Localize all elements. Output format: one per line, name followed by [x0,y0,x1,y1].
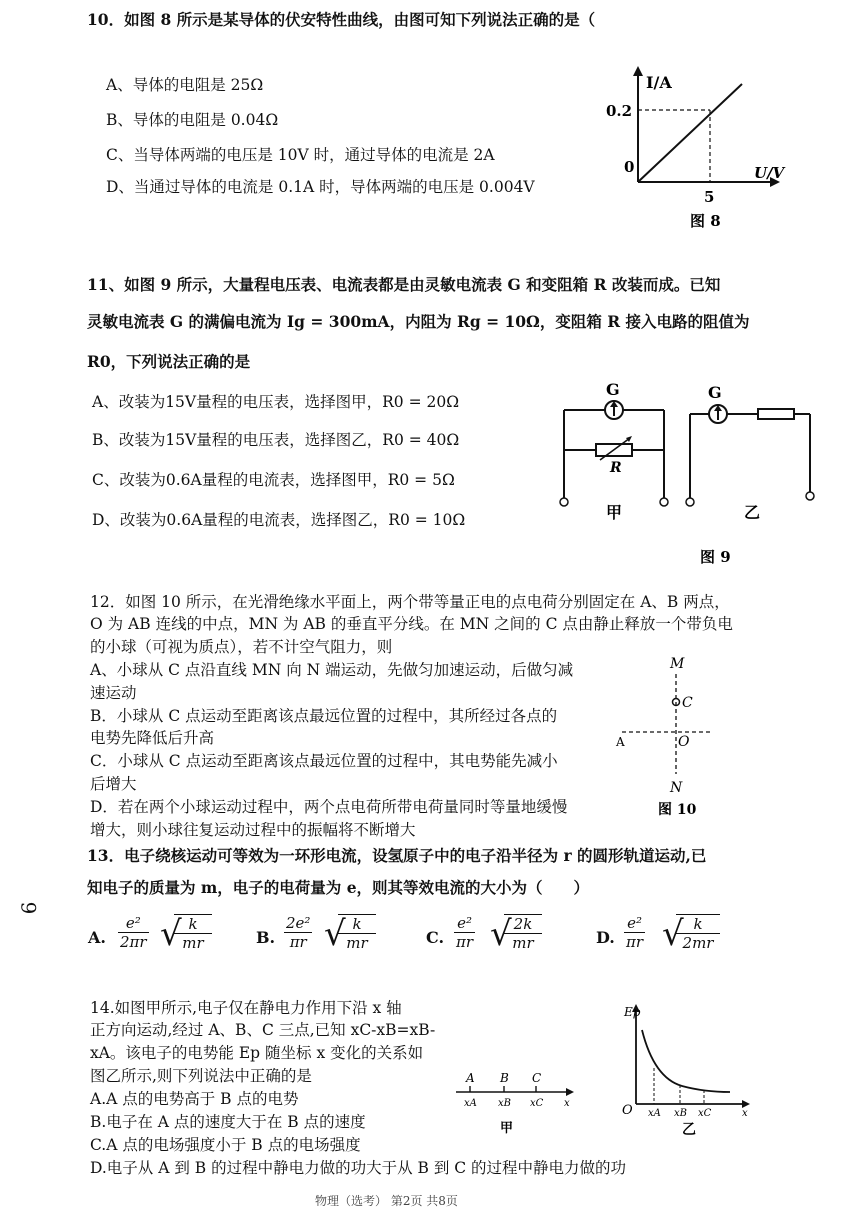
figure-14-jia [452,1066,582,1136]
q12-option-c-1: C．小球从 C 点运动至距离该点最远位置的过程中，其电势能先减小 [90,752,558,770]
q13-option-b-fraction [284,914,312,951]
q10-option-a: A、导体的电阻是 25Ω [106,76,264,94]
fig14-origin-label: O [622,1103,633,1118]
page-footer: 物理（选考） 第2页 共8页 [315,1194,458,1208]
figure-8-iv-graph [600,62,800,237]
q12-line-2: O 为 AB 连线的中点，MN 为 AB 的垂直平分线。在 MN 之间的 C 点由静止释放一个带负电 [90,615,733,633]
fig14-b-label: B [500,1071,509,1085]
q11-option-c: C、改装为0.6A量程的电流表，选择图甲，R0 = 5Ω [92,471,455,489]
figure-9-circuits [548,380,838,570]
q14-line-1: 14.如图甲所示,电子仅在静电力作用下沿 x 轴 [90,999,402,1017]
fig14-xb-label: xB [498,1098,511,1109]
margin-mark: 9 [16,901,41,915]
q13-option-b-radical: √ k mr [324,914,380,958]
q13-option-b-label: B. [256,928,276,947]
q13-c-den: πr [456,933,474,951]
fig14-yi-xb: xB [674,1108,687,1119]
q12-line-1: 12．如图 10 所示，在光滑绝缘水平面上，两个带等量正电的点电荷分别固定在 A、B 两点， [90,593,730,611]
q10-stem: 10．如图 8 所示是某导体的伏安特性曲线，由图可知下列说法正确的是（ [87,10,596,29]
q13-a-den: 2πr [120,933,147,951]
fig8-origin: 0 [624,158,635,176]
q12-option-d-1: D．若在两个小球运动过程中，两个点电荷所带电荷量同时等量地缓慢 [90,798,568,816]
q12-option-c-2: 后增大 [90,775,137,793]
fig14-c-label: C [532,1071,542,1085]
fig10-caption: 图 10 [658,802,697,818]
fig14-yi-xa: xA [648,1108,661,1119]
fig14-yi-label: 乙 [682,1122,696,1138]
q11-option-d: D、改装为0.6A量程的电流表，选择图乙，R0 = 10Ω [92,511,466,529]
fig14-yi-x: x [742,1108,748,1119]
q14-line-3: xA。该电子的电势能 Ep 随坐标 x 变化的关系如 [90,1044,424,1062]
q11-stem-line1: 11、如图 9 所示，大量程电压表、电流表都是由灵敏电流表 G 和变阻箱 R 改装而成。已知 [87,275,721,294]
q12-option-b-2: 电势先降低后升高 [90,729,215,747]
q12-option-a-1: A、小球从 C 点沿直线 MN 向 N 端运动，先做匀加速运动，后做匀减 [90,661,574,679]
q11-option-a: A、改装为15V量程的电压表，选择图甲，R0 = 20Ω [92,393,460,411]
q13-option-c-fraction [454,914,475,951]
fig14-xc-label: xC [530,1098,544,1109]
q14-option-b: B.电子在 A 点的速度大于在 B 点的速度 [90,1113,366,1131]
q14-option-d: D.电子从 A 到 B 的过程中静电力做的功大于从 B 到 C 的过程中静电力做的功 [90,1159,627,1177]
q11-stem-line3: R0，下列说法正确的是 [87,352,251,371]
fig14-ep-label: Ep [624,1005,641,1019]
q11-option-b: B、改装为15V量程的电压表，选择图乙，R0 = 40Ω [92,431,460,449]
q13-option-c-label: C. [426,928,445,947]
fig14-x-label: x [564,1098,570,1109]
q12-option-d-2: 增大，则小球往复运动过程中的振幅将不断增大 [90,821,416,839]
fig8-ytick: 0.2 [606,102,633,120]
fig8-xtick: 5 [704,188,715,206]
fig8-xlabel: U/V [754,164,785,182]
q10-option-b: B、导体的电阻是 0.04Ω [106,111,279,129]
fig10-a-label: A [616,735,625,749]
q13-d-num: e² [624,914,645,933]
q13-option-a-label: A. [88,928,106,947]
q10-option-c: C、当导体两端的电压是 10V 时，通过导体的电流是 2A [106,146,495,164]
fig8-caption: 图 8 [690,212,721,230]
q14-option-c: C.A 点的电场强度小于 B 点的电场强度 [90,1136,361,1154]
q12-option-b-1: B．小球从 C 点运动至距离该点最远位置的过程中，其所经过各点的 [90,707,558,725]
fig9-yi-label: 乙 [744,503,761,522]
q13-c-num: e² [454,914,475,933]
q13-option-a-radical: √ k mr [160,914,216,958]
q13-d-den: πr [626,933,644,951]
q10-option-d: D、当通过导体的电流是 0.1A 时，导体两端的电压是 0.004V [106,178,535,196]
q13-a-num: e² [118,914,149,933]
fig14-yi-xc: xC [698,1108,712,1119]
fig8-ylabel: I/A [646,73,672,92]
fig9-r-label: R [610,460,622,476]
figure-10 [612,652,722,820]
q14-line-4: 图乙所示,则下列说法中正确的是 [90,1067,312,1085]
fig10-n-label: N [670,780,683,796]
q13-stem-line2: 知电子的质量为 m，电子的电荷量为 e，则其等效电流的大小为（ ） [87,878,590,897]
fig14-a-label: A [466,1071,475,1085]
q13-option-d-fraction [624,914,645,951]
q13-b-den: πr [289,933,307,951]
fig9-jia-label: 甲 [606,503,623,522]
q14-option-a: A.A 点的电势高于 B 点的电势 [90,1090,299,1108]
q12-line-3: 的小球（可视为质点），若不计空气阻力，则 [90,638,393,656]
q13-option-d-label: D. [596,928,615,947]
q13-option-c-radical: √ 2k mr [490,914,546,958]
q13-stem-line1: 13．电子绕核运动可等效为一环形电流，设氢原子中的电子沿半径为 r 的圆形轨道运动,已 [87,846,707,865]
q12-option-a-2: 速运动 [90,684,137,702]
q11-stem-line2: 灵敏电流表 G 的满偏电流为 Ig = 300mA，内阻为 Rg = 10Ω，变阻箱 R 接入电路的阻值为 [87,312,750,331]
q14-line-2: 正方向运动,经过 A、B、C 三点,已知 xC-xB=xB- [90,1021,436,1039]
fig14-jia-label: 甲 [500,1121,514,1136]
fig10-o-label: O [678,734,690,750]
fig9-caption: 图 9 [700,548,731,566]
q13-b-num: 2e² [286,914,311,932]
fig9-g1-label: G [606,380,620,399]
fig9-g2-label: G [708,383,722,402]
q13-option-a-fraction [118,914,149,951]
figure-14-yi [620,996,760,1146]
fig10-m-label: M [670,656,685,672]
fig10-c-label: C [682,695,693,711]
fig14-xa-label: xA [464,1098,477,1109]
q13-option-d-radical: √ k 2mr [662,914,722,958]
